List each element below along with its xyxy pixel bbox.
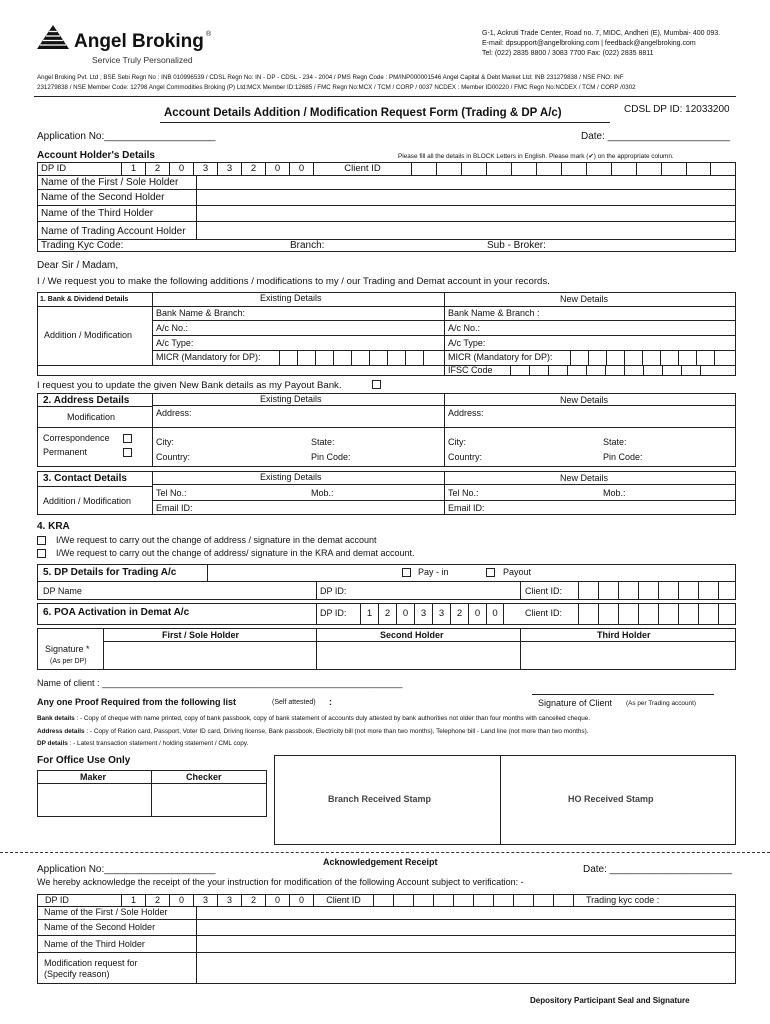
maker-checker-table <box>37 770 267 817</box>
trading-kyc-label: Trading Kyc Code: <box>41 240 124 251</box>
pin-new[interactable]: Pin Code: <box>603 452 643 462</box>
payout-bank-request: I request you to update the given New Bank details as my Payout Bank. <box>37 380 342 391</box>
correspondence-checkbox[interactable] <box>123 434 132 443</box>
row-divider <box>152 484 736 485</box>
client-id-cell[interactable] <box>486 163 511 175</box>
contact-details-table <box>37 471 736 515</box>
mob-new[interactable]: Mob.: <box>603 488 626 498</box>
row-divider <box>37 935 736 936</box>
column-divider <box>316 581 317 600</box>
pin-existing[interactable]: Pin Code: <box>311 452 351 462</box>
client-id-cell[interactable] <box>586 163 611 175</box>
client-id-cell[interactable] <box>636 163 661 175</box>
registration-line-1: Angel Broking Pvt. Ltd ; BSE Sebi Regn No : INB 010996539 / CDSL Regn No: IN - DP - CDSL - 234 - 2004 / PMS Regn Code : PM/INP000001546 Angel Capital & Debt Market Ltd: INB 231279838 / NSE FNO: INF <box>37 74 624 81</box>
form-title: Account Details Addition / Modification Request Form (Trading & DP A/c) <box>164 107 562 119</box>
ifsc-label: IFSC Code <box>448 365 493 375</box>
row-divider <box>152 335 736 336</box>
poa-digit: 2 <box>450 603 468 625</box>
ack-dp-digit: 1 <box>121 895 145 906</box>
client-signature-line[interactable] <box>532 694 714 695</box>
bank-name-new[interactable]: Bank Name & Branch : <box>448 308 540 318</box>
maker-label: Maker <box>80 772 107 782</box>
column-divider <box>207 564 208 581</box>
address-line-3: Tel: (022) 2835 8800 / 3083 7700 Fax: (022) 2835 8811 <box>482 50 654 57</box>
cdsl-dp-id: CDSL DP ID: 12033200 <box>624 104 730 115</box>
second-holder-label: Name of the Second Holder <box>41 192 165 203</box>
proof-colon: : <box>329 697 332 707</box>
first-holder-signature[interactable] <box>104 642 316 669</box>
poa-dp-id-label: DP ID: <box>320 608 347 618</box>
column-divider <box>316 603 317 625</box>
bank-existing-header: Existing Details <box>260 293 322 303</box>
column-divider <box>151 770 152 817</box>
contact-section-title: 3. Contact Details <box>43 473 127 484</box>
first-holder-header: First / Sole Holder <box>162 630 240 640</box>
poa-digit: 3 <box>414 603 432 625</box>
micr-existing[interactable]: MICR (Mandatory for DP): <box>156 352 261 362</box>
address-section-title: 2. Address Details <box>43 395 130 406</box>
client-id-cell[interactable] <box>511 163 536 175</box>
client-id-cell[interactable] <box>710 163 732 175</box>
ack-title: Acknowledgement Receipt <box>323 857 438 867</box>
second-holder-signature[interactable] <box>317 642 520 669</box>
payin-checkbox[interactable] <box>402 568 411 577</box>
row-divider <box>37 175 736 176</box>
dp-id-row <box>38 163 732 175</box>
client-id-cell[interactable] <box>611 163 636 175</box>
dp-seal-signature: Depository Participant Seal and Signature <box>530 996 690 1005</box>
tel-existing[interactable]: Tel No.: <box>156 488 187 498</box>
row-divider <box>37 221 736 222</box>
brand-name: Angel Broking <box>74 31 204 52</box>
ack-dp-digit: 0 <box>169 895 193 906</box>
email-existing[interactable]: Email ID: <box>156 503 193 513</box>
block-letters-note: Please fill all the details in BLOCK Letters in English. Please mark (✔) on the appropriate column. <box>398 153 674 160</box>
ack-dp-digit: 2 <box>145 895 169 906</box>
angel-logo-icon <box>36 24 70 50</box>
dp-proof-text: : - Latest transaction statement / holding statement / CML copy. <box>69 740 249 747</box>
kra-option-2: I/We request to carry out the change of address/ signature in the KRA and demat account. <box>56 548 415 558</box>
poa-client-id-boxes[interactable] <box>578 603 736 625</box>
dp-id-digit: 2 <box>145 163 169 175</box>
poa-section-title: 6. POA Activation in Demat A/c <box>43 607 190 618</box>
dp-id-label-5[interactable]: DP ID: <box>320 586 347 596</box>
ack-dp-digit: 3 <box>217 895 241 906</box>
bank-new-header: New Details <box>560 294 609 304</box>
poa-client-id-label: Client ID: <box>525 608 563 618</box>
salutation: Dear Sir / Madam, <box>37 260 119 271</box>
dp-name-label: DP Name <box>43 586 82 596</box>
row-divider <box>37 205 736 206</box>
address-new-field[interactable]: Address: <box>448 408 484 418</box>
first-holder-label: Name of the First / Sole Holder <box>41 177 179 188</box>
micr-new-boxes[interactable] <box>570 351 732 365</box>
poa-digit: 3 <box>432 603 450 625</box>
ac-type-new[interactable]: A/c Type: <box>448 338 486 348</box>
poa-digit: 0 <box>468 603 486 625</box>
column-divider <box>152 292 153 365</box>
registered-mark: ® <box>206 31 212 38</box>
country-new[interactable]: Country: <box>448 452 483 462</box>
ifsc-boxes[interactable] <box>510 365 719 376</box>
as-per-trading: (As per Trading account) <box>626 700 696 707</box>
row-divider <box>37 189 736 190</box>
third-holder-signature[interactable] <box>521 642 735 669</box>
ack-third-holder: Name of the Third Holder <box>44 939 145 949</box>
payout-bank-checkbox[interactable] <box>372 380 381 389</box>
name-of-client-field[interactable]: Name of client : ____________________________________________________________ <box>37 678 403 688</box>
kra-option-1-checkbox[interactable] <box>37 536 46 545</box>
column-divider <box>500 755 501 845</box>
row-divider <box>37 486 152 487</box>
second-holder-header: Second Holder <box>380 630 444 640</box>
branch-stamp-label: Branch Received Stamp <box>328 794 432 804</box>
column-divider <box>196 175 197 239</box>
cut-line <box>0 852 770 853</box>
row-divider <box>37 306 736 307</box>
row-divider <box>152 500 736 501</box>
column-divider <box>444 471 445 515</box>
contact-add-mod-label: Addition / Modification <box>43 496 132 506</box>
country-existing[interactable]: Country: <box>156 452 191 462</box>
permanent-label: Permanent <box>43 447 88 457</box>
poa-digit: 2 <box>378 603 396 625</box>
self-attested: (Self attested) <box>272 699 316 706</box>
row-divider <box>152 320 736 321</box>
ack-text: We hereby acknowledge the receipt of the your instruction for modification of the following Account subject to verification: - <box>37 877 524 887</box>
poa-digit: 1 <box>360 603 378 625</box>
client-id-cell[interactable] <box>536 163 561 175</box>
column-divider <box>196 906 197 984</box>
ack-mod-request: Modification request for <box>44 958 138 968</box>
branch-label: Branch: <box>290 240 325 251</box>
ack-date[interactable]: Date: ______________________ <box>583 864 733 875</box>
sub-broker-label: Sub - Broker: <box>487 240 546 251</box>
column-divider <box>520 581 521 600</box>
as-per-dp-label: (As per DP) <box>50 658 87 665</box>
client-id-label-5[interactable]: Client ID: <box>525 586 563 596</box>
bank-name-existing[interactable]: Bank Name & Branch: <box>156 308 246 318</box>
dp-id-digit: 3 <box>217 163 241 175</box>
ack-dp-id-row <box>38 895 737 906</box>
client-id-cell[interactable] <box>561 163 586 175</box>
client-id-label: Client ID <box>313 163 411 175</box>
brand-tagline: Service Truly Personalized <box>92 55 193 65</box>
kra-section-title: 4. KRA <box>37 521 70 532</box>
ack-dp-digit: 0 <box>265 895 289 906</box>
state-existing[interactable]: State: <box>311 437 335 447</box>
checker-label: Checker <box>186 772 222 782</box>
column-divider <box>152 471 153 515</box>
address-proof-text: : - Copy of Ration card, Passport, Voter ID card, Driving license, Bank passbook, Electricity bill (not more than two months), Telephone bill - Land line (not more than two months). <box>86 728 589 735</box>
dp-client-id-boxes[interactable] <box>578 581 736 600</box>
row-divider <box>37 919 736 920</box>
row-divider <box>37 239 736 240</box>
dp-id-digit: 0 <box>265 163 289 175</box>
dp-id-digit: 2 <box>241 163 265 175</box>
ack-dp-id-label: DP ID <box>45 895 69 905</box>
bank-section-title: 1. Bank & Dividend Details <box>40 296 129 303</box>
address-new-header: New Details <box>560 395 609 405</box>
row-divider <box>37 783 267 784</box>
date-field[interactable]: Date: ______________________ <box>581 131 731 142</box>
client-id-cell[interactable] <box>661 163 686 175</box>
permanent-checkbox[interactable] <box>123 448 132 457</box>
proof-title: Any one Proof Required from the following list <box>37 697 237 707</box>
state-new[interactable]: State: <box>603 437 627 447</box>
client-id-cell[interactable] <box>411 163 436 175</box>
bank-proof-label: Bank details <box>37 715 75 722</box>
address-existing-header: Existing Details <box>260 394 322 404</box>
third-holder-label: Name of the Third Holder <box>41 208 154 219</box>
title-underline <box>160 122 610 123</box>
correspondence-label: Correspondence <box>43 433 110 443</box>
ack-application-no[interactable]: Application No:____________________ <box>37 864 216 875</box>
third-holder-header: Third Holder <box>597 630 651 640</box>
trading-holder-label: Name of Trading Account Holder <box>41 226 186 237</box>
contact-existing-header: Existing Details <box>260 472 322 482</box>
address-line-1: G-1, Ackruti Trade Center, Road no. 7, MIDC, Andheri (E), Mumbai- 400 093. <box>482 30 721 37</box>
client-id-cell[interactable] <box>461 163 486 175</box>
application-no-field[interactable]: Application No:____________________ <box>37 131 216 142</box>
bank-proof-line <box>37 715 590 723</box>
payin-label: Pay - in <box>418 567 449 577</box>
poa-dp-id-digits <box>360 603 504 625</box>
ac-no-new[interactable]: A/c No.: <box>448 323 481 333</box>
signature-of-client: Signature of Client <box>538 698 613 708</box>
contact-new-header: New Details <box>560 473 609 483</box>
ack-dp-digit: 0 <box>289 895 313 906</box>
ho-stamp-label: HO Received Stamp <box>568 794 654 804</box>
registration-line-2: 231279838 / NSE Member Code: 12798 Angel Commodities Broking (P) Ltd:MCX Member ID:12685 / FMC Regn No:MCX / TCM / CORP / 0037 NCDEX : Member ID00220 / FMC Regn No:NCDEX / TCM / CORP /0302 <box>37 84 636 91</box>
ack-specify-reason: (Specify reason) <box>44 969 110 979</box>
dp-id-digit: 1 <box>121 163 145 175</box>
dp-id-digit: 0 <box>169 163 193 175</box>
payout-checkbox[interactable] <box>486 568 495 577</box>
dp-id-label: DP ID <box>41 163 67 174</box>
client-id-cell[interactable] <box>436 163 461 175</box>
request-line: I / We request you to make the following additions / modifications to my / our Trading and Demat account in your records. <box>37 276 550 287</box>
ac-type-existing[interactable]: A/c Type: <box>156 338 194 348</box>
ac-no-existing[interactable]: A/c No.: <box>156 323 189 333</box>
address-existing-field[interactable]: Address: <box>156 408 192 418</box>
address-line-2: E-mail: dpsupport@angelbroking.com | feedback@angelbroking.com <box>482 40 696 47</box>
office-use-title: For Office Use Only <box>37 755 131 766</box>
micr-new[interactable]: MICR (Mandatory for DP): <box>448 352 553 362</box>
address-modification-label: Modification <box>67 412 116 422</box>
dp-id-digit: 3 <box>193 163 217 175</box>
poa-digit: 0 <box>486 603 504 625</box>
dp-proof-label: DP details <box>37 740 68 747</box>
ack-first-holder: Name of the First / Sole Holder <box>44 907 168 917</box>
ack-dp-digit: 2 <box>241 895 265 906</box>
micr-existing-boxes[interactable] <box>279 351 441 365</box>
ack-dp-digit: 3 <box>193 895 217 906</box>
row-divider <box>37 952 736 953</box>
bank-proof-text: : - Copy of cheque with name printed, copy of bank passbook, copy of bank statement of accounts duly attested by bank authorities not older than four months with cancelled cheque. <box>76 715 591 722</box>
ack-second-holder: Name of the Second Holder <box>44 922 156 932</box>
ack-client-id-label: Client ID <box>313 895 373 906</box>
dp-id-digit: 0 <box>289 163 313 175</box>
mob-existing[interactable]: Mob.: <box>311 488 334 498</box>
dp-section-title: 5. DP Details for Trading A/c <box>43 567 177 578</box>
column-divider <box>444 292 445 376</box>
email-new[interactable]: Email ID: <box>448 503 485 513</box>
client-id-cell[interactable] <box>686 163 710 175</box>
address-proof-label: Address details <box>37 728 85 735</box>
signature-label: Signature * <box>45 644 90 654</box>
city-existing[interactable]: City: <box>156 437 174 447</box>
city-new[interactable]: City: <box>448 437 466 447</box>
header-divider <box>34 96 736 97</box>
poa-digit: 0 <box>396 603 414 625</box>
row-divider <box>37 427 736 428</box>
kra-option-2-checkbox[interactable] <box>37 549 46 558</box>
bank-add-mod-label: Addition / Modification <box>44 330 133 340</box>
address-proof-line <box>37 728 589 736</box>
tel-new[interactable]: Tel No.: <box>448 488 479 498</box>
kra-option-1: I/We request to carry out the change of address / signature in the demat account <box>56 535 377 545</box>
account-holder-title: Account Holder's Details <box>37 150 155 161</box>
dp-proof-line <box>37 740 248 748</box>
payout-label: Payout <box>503 567 532 577</box>
ack-trading-kyc[interactable]: Trading kyc code : <box>573 895 737 906</box>
row-divider <box>152 405 736 406</box>
